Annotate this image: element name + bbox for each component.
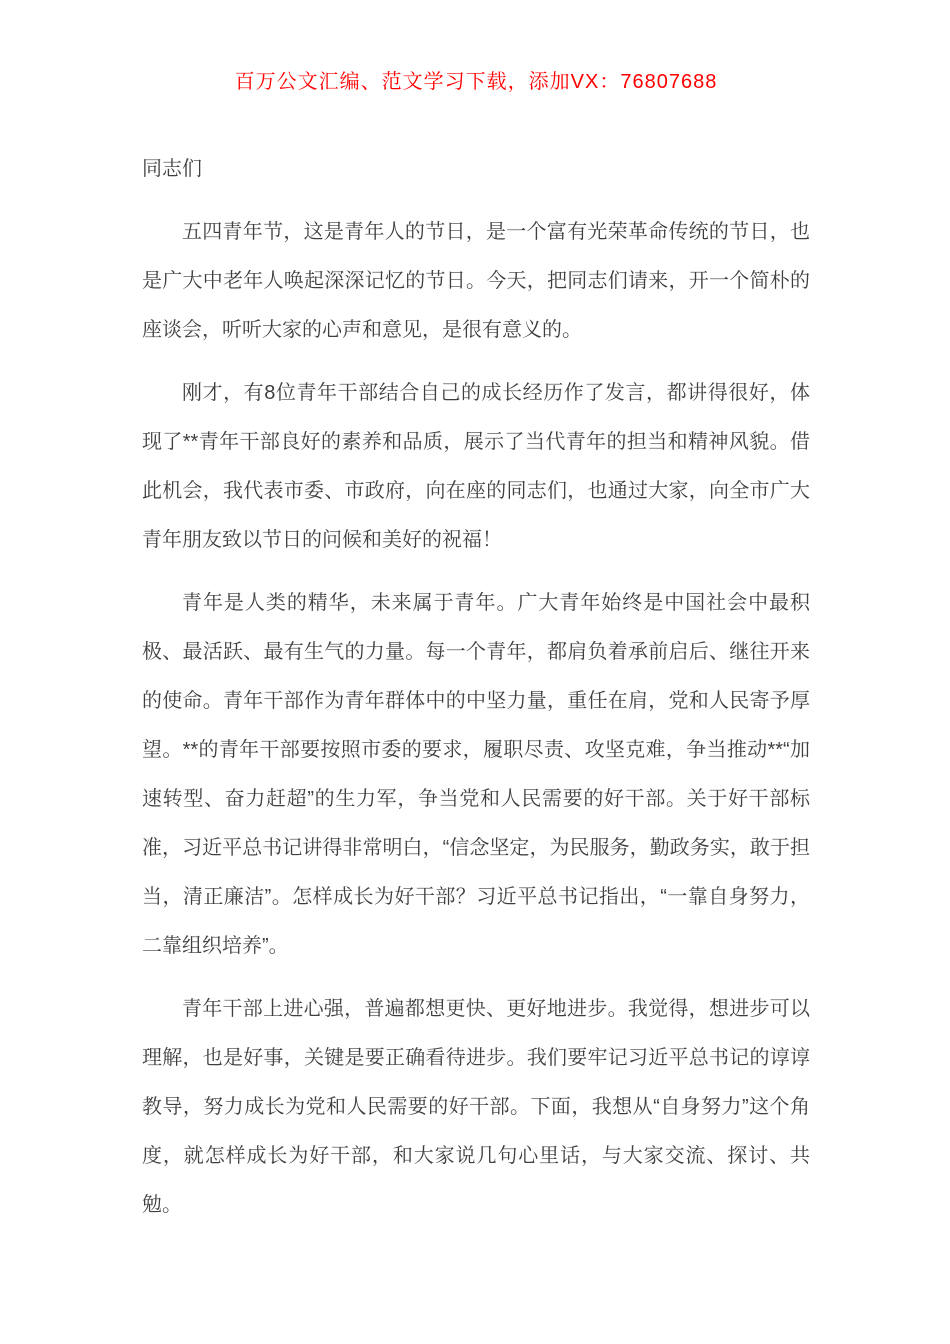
paragraph-2: 刚才，有8位青年干部结合自己的成长经历作了发言，都讲得很好，体现了**青年干部良好的素养和品质，展示了当代青年的担当和精神风貌。借此机会，我代表市委、市政府，向在座的同志们，也通过大家，向全市广大青年朋友致以节日的问候和美好的祝福！	[142, 382, 810, 551]
paragraph-3: 青年是人类的精华，未来属于青年。广大青年始终是中国社会中最积极、最活跃、最有生气的力量。每一个青年，都肩负着承前启后、继往开来的使命。青年干部作为青年群体中的中坚力量，重任在肩，党和人民寄予厚望。**的青年干部要按照市委的要求，履职尽责、攻坚克难，争当推动**“加速转型、奋力赶超”的生力军，争当党和人民需要的好干部。关于好干部标准，习近平总书记讲得非常明白，“信念坚定，为民服务，勤政务实，敢于担当，清正廉洁”。怎样成长为好干部？习近平总书记指出，“一靠自身努力，二靠组织培养”。	[142, 592, 810, 957]
paragraph-4: 青年干部上进心强，普遍都想更快、更好地进步。我觉得，想进步可以理解，也是好事，关键是要正确看待进步。我们要牢记习近平总书记的谆谆教导，努力成长为党和人民需要的好干部。下面，我想从“自身努力”这个角度，就怎样成长为好干部，和大家说几句心里话，与大家交流、探讨、共勉。	[142, 998, 810, 1216]
paragraph-1: 五四青年节，这是青年人的节日，是一个富有光荣革命传统的节日，也是广大中老年人唤起深深记忆的节日。今天，把同志们请来，开一个简朴的座谈会，听听大家的心声和意见，是很有意义的。	[142, 221, 810, 341]
download-notice: 百万公文汇编、范文学习下载，添加VX：76807688	[234, 71, 718, 93]
document-body	[142, 145, 810, 1230]
salutation: 同志们	[142, 158, 202, 180]
